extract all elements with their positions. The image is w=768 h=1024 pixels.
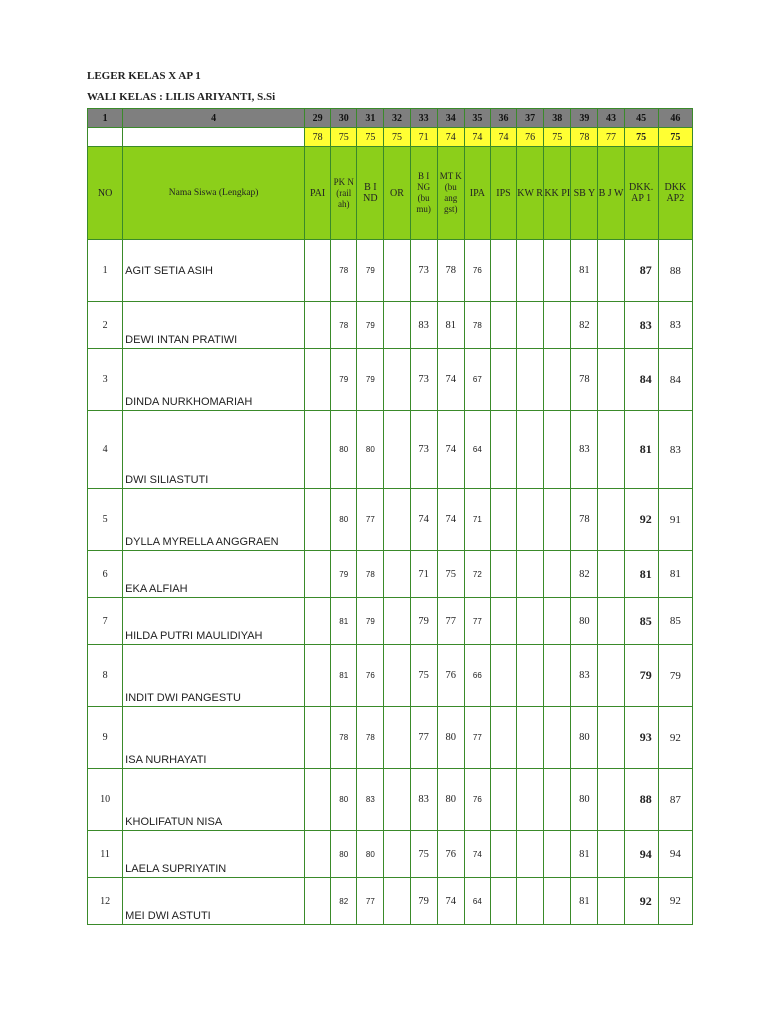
score-or [384,411,410,489]
score-bind: 77 [357,489,384,551]
column-number-cell: 31 [357,109,384,128]
student-name: HILDA PUTRI MAULIDIYAH [123,598,305,645]
score-pai [305,411,331,489]
header-row [88,147,693,240]
score-sby: 82 [571,302,598,349]
student-number: 7 [88,598,123,645]
score-pai [305,598,331,645]
table-row [88,831,693,878]
column-number-cell: 29 [305,109,331,128]
kkm-cell [88,128,123,147]
score-ipa: 74 [464,831,490,878]
header-dkk-ap1: DKK. AP 1 [624,147,658,240]
score-mtk: 74 [437,349,464,411]
page-title: LEGER KELAS X AP 1 [87,70,201,82]
column-number-cell: 34 [437,109,464,128]
table-row [88,707,693,769]
student-name: ISA NURHAYATI [123,707,305,769]
header-kwr: KW R [517,147,544,240]
score-mtk: 78 [437,240,464,302]
score-sby: 81 [571,878,598,925]
kkm-cell [123,128,305,147]
score-dkk-ap2: 94 [658,831,692,878]
score-pkn: 80 [331,489,357,551]
score-bing: 73 [410,240,437,302]
score-ips [490,349,516,411]
score-dkk-ap2: 88 [658,240,692,302]
score-or [384,489,410,551]
kkm-cell: 75 [384,128,410,147]
score-bing: 79 [410,598,437,645]
score-pkn: 79 [331,551,357,598]
header-ips: IPS [490,147,516,240]
score-mtk: 81 [437,302,464,349]
score-kkpi [544,707,571,769]
score-dkk-ap1: 83 [624,302,658,349]
score-pkn: 78 [331,240,357,302]
kkm-cell: 78 [571,128,598,147]
score-mtk: 76 [437,831,464,878]
score-dkk-ap1: 92 [624,489,658,551]
score-dkk-ap2: 84 [658,349,692,411]
score-sby: 78 [571,489,598,551]
score-bing: 73 [410,349,437,411]
score-ips [490,411,516,489]
kkm-cell: 77 [598,128,624,147]
score-kkpi [544,302,571,349]
score-sby: 80 [571,707,598,769]
header-dkk-ap2: DKK AP2 [658,147,692,240]
student-name: DYLLA MYRELLA ANGGRAEN [123,489,305,551]
score-bjw [598,302,624,349]
score-sby: 80 [571,769,598,831]
header-sby: SB Y [571,147,598,240]
score-bing: 77 [410,707,437,769]
table-row [88,411,693,489]
score-bing: 71 [410,551,437,598]
kkm-cell: 76 [517,128,544,147]
kkm-cell: 78 [305,128,331,147]
score-dkk-ap2: 83 [658,302,692,349]
score-ipa: 72 [464,551,490,598]
column-number-cell: 32 [384,109,410,128]
student-number: 12 [88,878,123,925]
score-bjw [598,349,624,411]
score-bing: 75 [410,831,437,878]
student-name: MEI DWI ASTUTI [123,878,305,925]
column-number-cell: 33 [410,109,437,128]
score-ipa: 71 [464,489,490,551]
score-dkk-ap2: 81 [658,551,692,598]
header-no: NO [88,147,123,240]
score-ips [490,645,516,707]
table-row [88,645,693,707]
score-kwr [517,551,544,598]
score-kwr [517,831,544,878]
score-bind: 77 [357,878,384,925]
score-mtk: 74 [437,878,464,925]
kkm-cell: 74 [437,128,464,147]
score-pkn: 80 [331,769,357,831]
score-bind: 79 [357,598,384,645]
score-or [384,707,410,769]
table-row [88,769,693,831]
kkm-cell: 75 [658,128,692,147]
score-mtk: 74 [437,489,464,551]
score-or [384,349,410,411]
score-kwr [517,411,544,489]
score-bjw [598,551,624,598]
score-or [384,769,410,831]
student-number: 9 [88,707,123,769]
score-sby: 82 [571,551,598,598]
score-pai [305,878,331,925]
column-number-cell: 36 [490,109,516,128]
score-ipa: 76 [464,769,490,831]
score-pkn: 81 [331,645,357,707]
score-kkpi [544,878,571,925]
score-kwr [517,769,544,831]
student-name: EKA ALFIAH [123,551,305,598]
table-row [88,598,693,645]
column-number-cell: 1 [88,109,123,128]
header-student-name: Nama Siswa (Lengkap) [123,147,305,240]
column-number-cell: 45 [624,109,658,128]
score-pai [305,240,331,302]
score-pai [305,302,331,349]
score-bind: 83 [357,769,384,831]
kkm-row [88,128,693,147]
score-bind: 80 [357,411,384,489]
score-bing: 75 [410,645,437,707]
score-bind: 76 [357,645,384,707]
score-bind: 80 [357,831,384,878]
header-bjw: B J W [598,147,624,240]
score-ips [490,598,516,645]
score-kkpi [544,240,571,302]
score-dkk-ap1: 81 [624,411,658,489]
score-mtk: 74 [437,411,464,489]
student-name: DWI SILIASTUTI [123,411,305,489]
score-ips [490,551,516,598]
score-kkpi [544,645,571,707]
student-name: AGIT SETIA ASIH [123,240,305,302]
score-or [384,645,410,707]
table-row [88,489,693,551]
kkm-cell: 75 [544,128,571,147]
score-ipa: 67 [464,349,490,411]
score-dkk-ap2: 87 [658,769,692,831]
score-dkk-ap1: 94 [624,831,658,878]
score-bjw [598,831,624,878]
score-bjw [598,240,624,302]
student-number: 4 [88,411,123,489]
student-number: 6 [88,551,123,598]
score-or [384,302,410,349]
score-kwr [517,598,544,645]
header-or: OR [384,147,410,240]
score-kkpi [544,831,571,878]
score-dkk-ap1: 88 [624,769,658,831]
student-number: 1 [88,240,123,302]
score-or [384,551,410,598]
score-bing: 79 [410,878,437,925]
score-bind: 79 [357,349,384,411]
score-bing: 83 [410,769,437,831]
score-pkn: 78 [331,707,357,769]
score-ipa: 66 [464,645,490,707]
header-pai: PAI [305,147,331,240]
header-kkpi: KK PI [544,147,571,240]
score-pkn: 82 [331,878,357,925]
score-pai [305,551,331,598]
table-row [88,878,693,925]
score-bjw [598,411,624,489]
score-ipa: 78 [464,302,490,349]
score-bjw [598,645,624,707]
score-dkk-ap1: 81 [624,551,658,598]
score-ips [490,831,516,878]
kkm-cell: 71 [410,128,437,147]
score-bjw [598,598,624,645]
table-row [88,551,693,598]
score-dkk-ap1: 93 [624,707,658,769]
homeroom-teacher: WALI KELAS : LILIS ARIYANTI, S.Si [87,91,276,103]
column-number-cell: 39 [571,109,598,128]
score-kkpi [544,489,571,551]
header-bind: B I ND [357,147,384,240]
score-sby: 81 [571,831,598,878]
header-bing: B I NG (bu mu) [410,147,437,240]
score-pai [305,489,331,551]
score-pai [305,645,331,707]
score-mtk: 80 [437,707,464,769]
score-ipa: 64 [464,411,490,489]
student-name: LAELA SUPRIYATIN [123,831,305,878]
student-name: DEWI INTAN PRATIWI [123,302,305,349]
score-pai [305,831,331,878]
score-sby: 81 [571,240,598,302]
score-ipa: 77 [464,707,490,769]
score-dkk-ap1: 79 [624,645,658,707]
table-row [88,302,693,349]
score-bing: 74 [410,489,437,551]
score-dkk-ap2: 92 [658,707,692,769]
score-pai [305,349,331,411]
table-row [88,349,693,411]
score-kkpi [544,349,571,411]
score-kwr [517,707,544,769]
score-kkpi [544,769,571,831]
kkm-cell: 74 [490,128,516,147]
kkm-cell: 74 [464,128,490,147]
score-or [384,878,410,925]
score-mtk: 75 [437,551,464,598]
column-number-cell: 37 [517,109,544,128]
student-name: INDIT DWI PANGESTU [123,645,305,707]
score-ips [490,240,516,302]
score-bind: 79 [357,240,384,302]
score-kwr [517,645,544,707]
score-ipa: 76 [464,240,490,302]
score-dkk-ap1: 85 [624,598,658,645]
score-dkk-ap2: 85 [658,598,692,645]
kkm-cell: 75 [331,128,357,147]
student-number: 11 [88,831,123,878]
student-number: 10 [88,769,123,831]
score-pkn: 79 [331,349,357,411]
score-or [384,598,410,645]
score-pai [305,707,331,769]
header-pkn: PK N (rail ah) [331,147,357,240]
score-kwr [517,240,544,302]
score-sby: 78 [571,349,598,411]
student-number: 5 [88,489,123,551]
score-ips [490,769,516,831]
student-number: 8 [88,645,123,707]
score-ips [490,878,516,925]
column-number-cell: 43 [598,109,624,128]
student-name: DINDA NURKHOMARIAH [123,349,305,411]
score-ipa: 77 [464,598,490,645]
score-bjw [598,489,624,551]
grade-ledger-table [87,108,693,925]
column-number-cell: 30 [331,109,357,128]
score-pkn: 80 [331,411,357,489]
student-number: 2 [88,302,123,349]
score-dkk-ap1: 84 [624,349,658,411]
score-sby: 83 [571,645,598,707]
score-pai [305,769,331,831]
column-number-cell: 38 [544,109,571,128]
score-bing: 83 [410,302,437,349]
score-bjw [598,878,624,925]
score-dkk-ap1: 87 [624,240,658,302]
score-bjw [598,769,624,831]
kkm-cell: 75 [357,128,384,147]
score-kkpi [544,598,571,645]
score-sby: 83 [571,411,598,489]
score-kkpi [544,411,571,489]
score-dkk-ap2: 92 [658,878,692,925]
score-ips [490,489,516,551]
header-mtk: MT K (bu ang gst) [437,147,464,240]
column-number-row [88,109,693,128]
score-bing: 73 [410,411,437,489]
score-kwr [517,878,544,925]
column-number-cell: 35 [464,109,490,128]
student-name: KHOLIFATUN NISA [123,769,305,831]
score-mtk: 77 [437,598,464,645]
column-number-cell: 4 [123,109,305,128]
score-kwr [517,302,544,349]
score-kwr [517,349,544,411]
score-dkk-ap2: 91 [658,489,692,551]
score-pkn: 78 [331,302,357,349]
score-dkk-ap2: 83 [658,411,692,489]
score-pkn: 81 [331,598,357,645]
score-bind: 78 [357,707,384,769]
score-sby: 80 [571,598,598,645]
table-row [88,240,693,302]
score-or [384,831,410,878]
score-bjw [598,707,624,769]
column-number-cell: 46 [658,109,692,128]
score-kwr [517,489,544,551]
score-ipa: 64 [464,878,490,925]
score-pkn: 80 [331,831,357,878]
score-mtk: 80 [437,769,464,831]
score-or [384,240,410,302]
student-number: 3 [88,349,123,411]
kkm-cell: 75 [624,128,658,147]
score-mtk: 76 [437,645,464,707]
score-dkk-ap1: 92 [624,878,658,925]
score-bind: 79 [357,302,384,349]
score-bind: 78 [357,551,384,598]
header-ipa: IPA [464,147,490,240]
score-dkk-ap2: 79 [658,645,692,707]
score-ips [490,302,516,349]
score-kkpi [544,551,571,598]
score-ips [490,707,516,769]
